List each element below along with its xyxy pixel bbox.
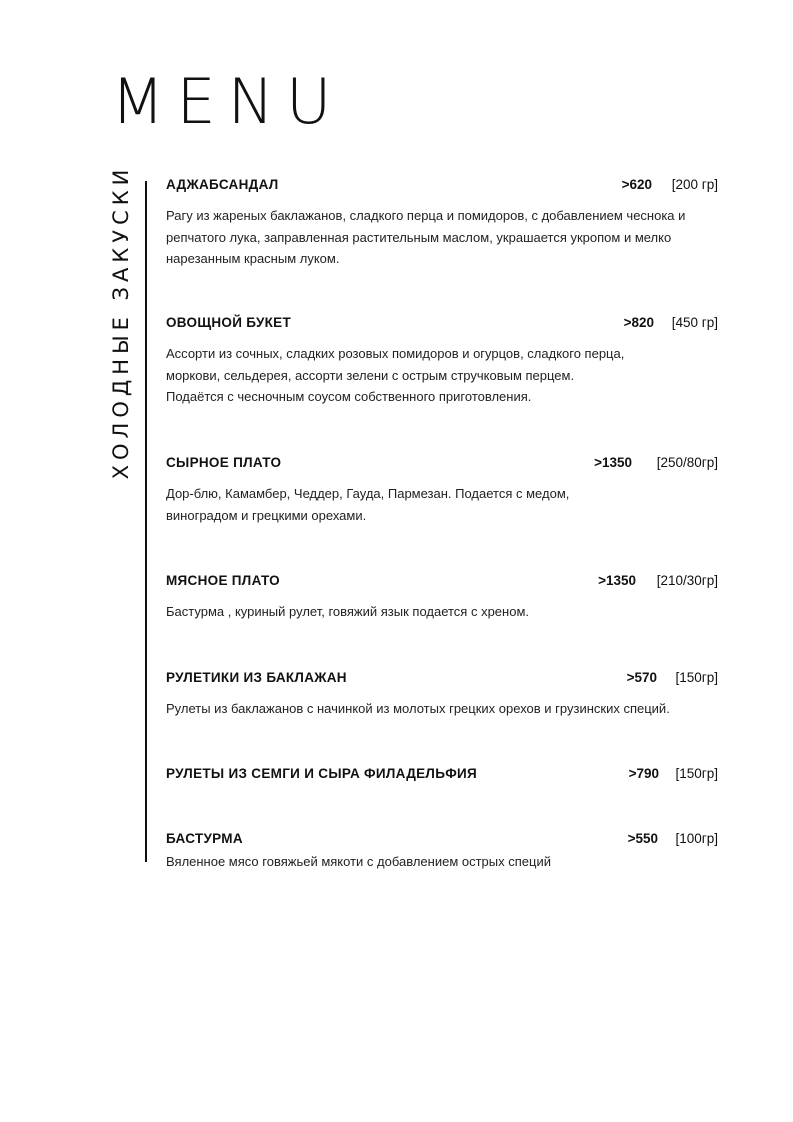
item-description: Ассорти из сочных, сладких розовых помидоров и огурцов, сладкого перца, моркови, сельдерея, ассорти зелени с острым стручковым перцем. Подаётся с чесночным соусом собственного приготовления.	[166, 346, 625, 404]
item-name: РУЛЕТЫ ИЗ СЕМГИ И СЫРА ФИЛАДЕЛЬФИЯ	[166, 766, 478, 781]
item-weight: [150гр]	[675, 670, 718, 685]
item-price: >550	[627, 831, 658, 846]
item-description: Бастурма , куриный рулет, говяжий язык подается с хреном.	[166, 604, 529, 619]
section-label-cold-appetizers: ХОЛОДНЫЕ ЗАКУСКИ	[109, 164, 133, 480]
item-price: >820	[623, 315, 654, 330]
item-description: Вяленное мясо говяжьей мякоти с добавлением острых специй	[166, 854, 551, 869]
item-weight: [100гр]	[675, 831, 718, 846]
menu-item	[166, 453, 718, 526]
menu-item	[166, 313, 718, 408]
item-description: Рагу из жареных баклажанов, сладкого перца и помидоров, с добавлением чеснока и репчатого лука, заправленная растительным маслом, украшается укропом и мелко нарезанным красным луком.	[166, 208, 686, 266]
menu-item	[166, 829, 718, 873]
item-name: МЯСНОЕ ПЛАТО	[166, 573, 280, 588]
item-weight: [200 гр]	[671, 177, 718, 192]
item-price: >620	[621, 177, 652, 192]
item-description: Дор-блю, Камамбер, Чеддер, Гауда, Пармезан. Подается с медом, виноградом и грецкими орехами.	[166, 486, 570, 523]
item-price: >1350	[594, 455, 632, 470]
item-weight: [250/80гр]	[656, 455, 718, 470]
item-name: БАСТУРМА	[166, 831, 243, 846]
item-price: >1350	[598, 573, 636, 588]
menu-title: MENU	[111, 65, 344, 138]
section-divider	[145, 181, 147, 862]
item-name: СЫРНОЕ ПЛАТО	[166, 455, 282, 470]
menu-item	[166, 571, 718, 623]
item-weight: [210/30гр]	[656, 573, 718, 588]
item-name: РУЛЕТИКИ ИЗ БАКЛАЖАН	[166, 670, 347, 685]
menu-item	[166, 668, 718, 720]
item-weight: [450 гр]	[671, 315, 718, 330]
item-name: АДЖАБСАНДАЛ	[166, 177, 279, 192]
item-price: >790	[628, 766, 659, 781]
item-name: ОВОЩНОЙ БУКЕТ	[166, 315, 292, 330]
menu-item	[166, 175, 718, 270]
menu-item	[166, 764, 718, 784]
item-price: >570	[626, 670, 657, 685]
item-weight: [150гр]	[675, 766, 718, 781]
item-description: Рулеты из баклажанов с начинкой из молотых грецких орехов и грузинских специй.	[166, 701, 670, 716]
